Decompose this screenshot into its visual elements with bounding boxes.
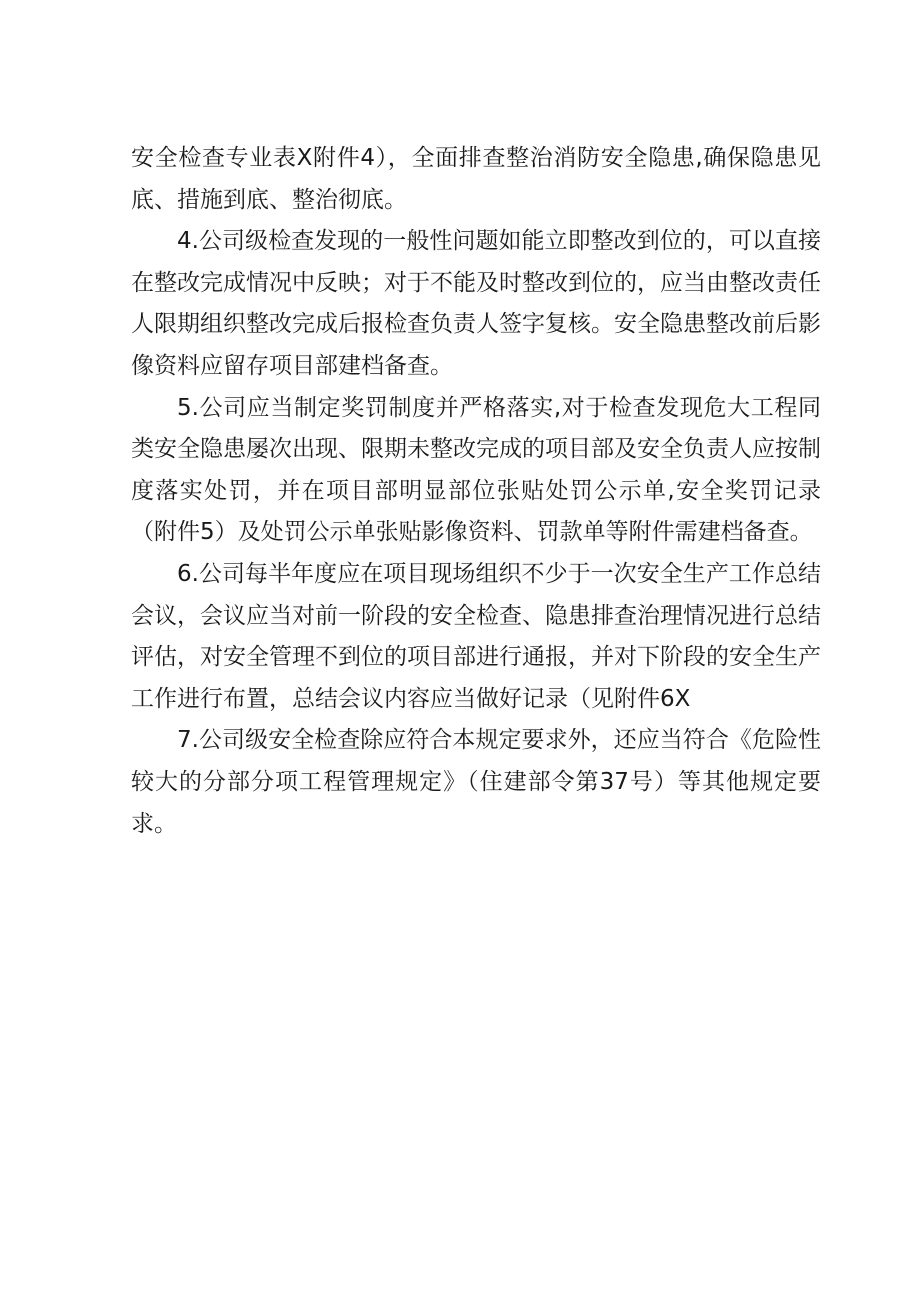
paragraph-item-4: 4.公司级检查发现的一般性问题如能立即整改到位的，可以直接在整改完成情况中反映；对于不能及时整改到位的，应当由整改责任人限期组织整改完成后报检查负责人签字复核。安全隐患整改前后影像资料应留存项目部建档备查。 [131,228,821,379]
paragraph-item-6: 6.公司每半年度应在项目现场组织不少于一次安全生产工作总结会议，会议应当对前一阶段的安全检查、隐患排查治理情况进行总结评估，对安全管理不到位的项目部进行通报，并对下阶段的安全生产工作进行布置，总结会议内容应当做好记录（见附件6X [131,560,821,712]
paragraph-item-5: 5.公司应当制定奖罚制度并严格落实,对于检查发现危大工程同类安全隐患屡次出现、限期未整改完成的项目部及安全负责人应按制度落实处罚，并在项目部明显部位张贴处罚公示单,安全奖罚记录（附件5）及处罚公示单张贴影像资料、罚款单等附件需建档备查。 [131,394,821,546]
paragraph-item-7: 7.公司级安全检查除应符合本规定要求外，还应当符合《危险性较大的分部分项工程管理规定》（住建部令第37号）等其他规定要求。 [131,727,821,837]
document-body [131,138,821,845]
paragraph-continuation: 安全检查专业表X附件4），全面排查整治消防安全隐患,确保隐患见底、措施到底、整治彻底。 [131,145,821,213]
